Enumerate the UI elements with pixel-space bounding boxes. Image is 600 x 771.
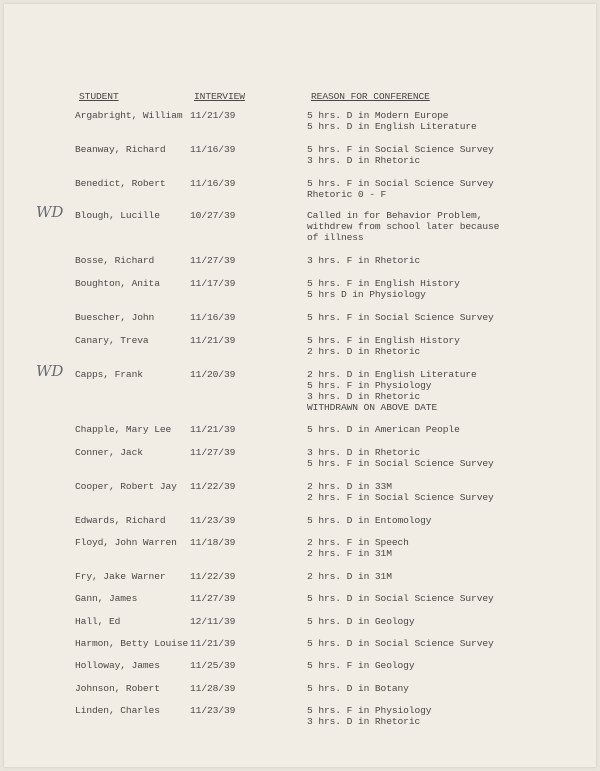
student-name: Conner, Jack (75, 447, 143, 458)
interview-date: 11/21/39 (190, 110, 236, 121)
reason-line: Rhetoric 0 - F (307, 189, 387, 200)
reason-for-conference (307, 144, 494, 166)
reason-for-conference (307, 278, 460, 300)
student-name: Boughton, Anita (75, 278, 160, 289)
reason-line: 2 hrs. D in English Literature (307, 369, 477, 380)
reason-for-conference (307, 593, 494, 604)
reason-line: 5 hrs. F in Social Science Survey (307, 144, 494, 155)
reason-line: 5 hrs. F in English History (307, 278, 460, 289)
interview-date: 11/21/39 (190, 424, 236, 435)
reason-line: withdrew from school later because (307, 221, 500, 232)
student-name: Buescher, John (75, 312, 155, 323)
reason-line: 5 hrs. F in English History (307, 335, 460, 346)
reason-line: 5 hrs. D in Geology (307, 616, 415, 627)
reason-for-conference (307, 369, 477, 413)
reason-for-conference (307, 537, 409, 559)
student-name: Holloway, James (75, 660, 160, 671)
interview-date: 11/16/39 (190, 144, 236, 155)
reason-for-conference (307, 515, 431, 526)
reason-line: 5 hrs. F in Physiology (307, 380, 432, 391)
handwritten-wd-note: WD (36, 362, 64, 380)
reason-line: 3 hrs. D in Rhetoric (307, 391, 421, 402)
reason-line: WITHDRAWN ON ABOVE DATE (307, 402, 438, 413)
reason-for-conference (307, 660, 415, 671)
reason-line: 5 hrs. D in English Literature (307, 121, 477, 132)
interview-date: 11/27/39 (190, 447, 236, 458)
student-name: Linden, Charles (75, 705, 160, 716)
student-name: Beanway, Richard (75, 144, 166, 155)
student-name: Chapple, Mary Lee (75, 424, 172, 435)
interview-date: 11/25/39 (190, 660, 236, 671)
header-reason: REASON FOR CONFERENCE (311, 91, 430, 102)
header-student: STUDENT (79, 91, 119, 102)
reason-line: 3 hrs. D in Rhetoric (307, 155, 421, 166)
interview-date: 11/21/39 (190, 335, 236, 346)
reason-line: 3 hrs. D in Rhetoric (307, 447, 421, 458)
student-name: Bosse, Richard (75, 255, 155, 266)
reason-for-conference (307, 312, 494, 323)
interview-date: 11/27/39 (190, 593, 236, 604)
reason-line: of illness (307, 232, 364, 243)
reason-for-conference (307, 424, 460, 435)
interview-date: 11/21/39 (190, 638, 236, 649)
student-name: Gann, James (75, 593, 138, 604)
reason-line: 2 hrs. D in Rhetoric (307, 346, 421, 357)
reason-line: 5 hrs. D in American People (307, 424, 460, 435)
student-name: Capps, Frank (75, 369, 143, 380)
header-interview: INTERVIEW (194, 91, 245, 102)
interview-date: 12/11/39 (190, 616, 236, 627)
reason-for-conference (307, 638, 494, 649)
interview-date: 11/28/39 (190, 683, 236, 694)
interview-date: 11/18/39 (190, 537, 236, 548)
student-name: Floyd, John Warren (75, 537, 177, 548)
reason-line: 5 hrs. F in Social Science Survey (307, 178, 494, 189)
reason-line: 5 hrs. F in Social Science Survey (307, 312, 494, 323)
reason-line: 5 hrs D in Physiology (307, 289, 426, 300)
reason-line: 3 hrs. D in Rhetoric (307, 716, 421, 727)
reason-for-conference (307, 447, 494, 469)
student-name: Benedict, Robert (75, 178, 166, 189)
interview-date: 11/17/39 (190, 278, 236, 289)
reason-line: 2 hrs. F in Social Science Survey (307, 492, 494, 503)
student-name: Blough, Lucille (75, 210, 160, 221)
interview-date: 11/16/39 (190, 178, 236, 189)
interview-date: 11/20/39 (190, 369, 236, 380)
reason-line: 5 hrs. D in Botany (307, 683, 409, 694)
interview-date: 11/23/39 (190, 515, 236, 526)
reason-for-conference (307, 110, 477, 132)
student-name: Hall, Ed (75, 616, 121, 627)
reason-line: 5 hrs. F in Geology (307, 660, 415, 671)
interview-date: 10/27/39 (190, 210, 236, 221)
student-name: Harmon, Betty Louise (75, 638, 189, 649)
reason-for-conference (307, 616, 415, 627)
student-name: Canary, Treva (75, 335, 149, 346)
reason-for-conference (307, 255, 420, 266)
reason-for-conference (307, 705, 431, 727)
student-name: Fry, Jake Warner (75, 571, 166, 582)
reason-line: 3 hrs. F in Rhetoric (307, 255, 421, 266)
student-name: Edwards, Richard (75, 515, 166, 526)
reason-for-conference (307, 335, 460, 357)
interview-date: 11/16/39 (190, 312, 236, 323)
student-name: Johnson, Robert (75, 683, 160, 694)
interview-date: 11/23/39 (190, 705, 236, 716)
interview-date: 11/27/39 (190, 255, 236, 266)
reason-for-conference (307, 481, 494, 503)
reason-line: 2 hrs. F in 31M (307, 548, 392, 559)
student-name: Cooper, Robert Jay (75, 481, 177, 492)
reason-line: 5 hrs. D in Modern Europe (307, 110, 449, 121)
reason-line: 5 hrs. D in Entomology (307, 515, 432, 526)
interview-date: 11/22/39 (190, 481, 236, 492)
student-name: Argabright, William (75, 110, 183, 121)
handwritten-wd-note: WD (36, 203, 64, 221)
reason-for-conference (307, 210, 499, 243)
reason-line: 5 hrs. F in Social Science Survey (307, 458, 494, 469)
reason-for-conference (307, 178, 494, 200)
interview-date: 11/22/39 (190, 571, 236, 582)
reason-line: 2 hrs. D in 31M (307, 571, 392, 582)
reason-line: 2 hrs. F in Speech (307, 537, 409, 548)
reason-line: 5 hrs. D in Social Science Survey (307, 593, 494, 604)
document-page (4, 4, 596, 767)
reason-line: Called in for Behavior Problem, (307, 210, 483, 221)
reason-for-conference (307, 683, 409, 694)
reason-for-conference (307, 571, 392, 582)
reason-line: 5 hrs. D in Social Science Survey (307, 638, 494, 649)
reason-line: 2 hrs. D in 33M (307, 481, 392, 492)
reason-line: 5 hrs. F in Physiology (307, 705, 432, 716)
